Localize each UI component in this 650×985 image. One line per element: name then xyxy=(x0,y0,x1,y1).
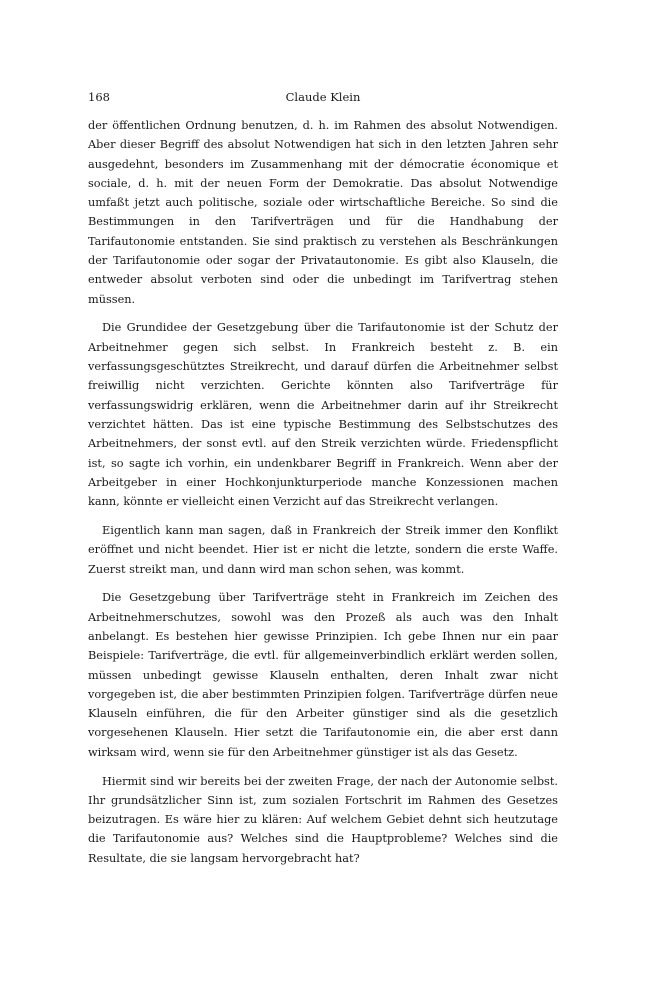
paragraph-2: Die Grundidee der Gesetzgebung über die Tarifautonomie ist der Schutz der Arbeitnehmer gegen sich selbst. In Frankreich besteht z. B. ein verfassungsgeschütztes Streikrecht, und darauf dürfen die Arbeitnehmer selbst freiwillig nicht verzichten. Gerichte könnten also Tarifverträge für verfassungswidrig erklären, wenn die Arbeitnehmer darin auf ihr Streikrecht verzichtet hätten. Das ist eine typische Bestimmung des Selbstschutzes des Arbeitnehmers, der sonst evtl. auf den Streik verzichten würde. Friedenspflicht ist, so sagte ich vorhin, ein undenkbarer Begriff in Frankreich. Wenn aber der Arbeitgeber in einer Hochkonjunkturperiode manche Konzessionen machen kann, könnte er vielleicht einen Verzicht auf das Streikrecht verlangen. xyxy=(88,321,558,509)
paragraph-3: Eigentlich kann man sagen, daß in Frankreich der Streik immer den Konflikt eröffnet und nicht beendet. Hier ist er nicht die letzte, sondern die erste Waffe. Zuerst streikt man, und dann wird man schon sehen, was kommt. xyxy=(88,523,558,576)
paragraph-4: Die Gesetzgebung über Tarifverträge steht in Frankreich im Zeichen des Arbeitnehmerschutzes, sowohl was den Prozeß als auch was den Inhalt anbelangt. Es bestehen hier gewisse Prinzipien. Ich gebe Ihnen nur ein paar Beispiele: Tarifverträge, die evtl. für allgemeinverbindlich erklärt werden sollen, müssen unbedingt gewisse Klauseln enthalten, deren Inhalt zwar nicht vorgegeben ist, die aber bestimmten Prinzipien folgen. Tarifverträge dürfen neue Klauseln einführen, die für den Arbeiter günstiger sind als die gesetzlich vorgesehenen Klauseln. Hier setzt die Tarifautonomie ein, die aber erst dann wirksam wird, wenn sie für den Arbeitnehmer günstiger ist als das Gesetz. xyxy=(88,591,558,759)
page-number: 168 xyxy=(88,90,110,104)
paragraph-5: Hiermit sind wir bereits bei der zweiten Frage, der nach der Autonomie selbst. Ihr grundsätzlicher Sinn ist, zum sozialen Fortschrit im Rahmen des Gesetzes beizutragen. Es wäre hier zu klären: Auf welchem Gebiet dehnt sich heutzutage die Tarifautonomie aus? Welches sind die Hauptprobleme? Welches sind die Resultate, die sie langsam hervorgebracht hat? xyxy=(88,774,558,865)
running-head: Claude Klein xyxy=(285,90,361,104)
paragraph-1: der öffentlichen Ordnung benutzen, d. h. im Rahmen des absolut Notwendigen. Aber dieser Begriff des absolut Notwendigen hat sich in den letzten Jahren sehr ausgedehnt, besonders im Zusammenhang mit der démocratie économique et sociale, d. h. mit der neuen Form der Demokratie. Das absolut Notwendige umfaßt jetzt auch politische, soziale oder wirtschaftliche Bereiche. So sind die Bestimmungen in den Tarifverträgen und für die Handhabung der Tarifautonomie entstanden. Sie sind praktisch zu verstehen als Beschränkungen der Tarifautonomie oder sogar der Privatautonomie. Es gibt also Klauseln, die entweder absolut verboten sind oder die unbedingt im Tarifvertrag stehen müssen. xyxy=(88,119,558,306)
book-page xyxy=(88,90,558,868)
page-header xyxy=(88,90,558,110)
